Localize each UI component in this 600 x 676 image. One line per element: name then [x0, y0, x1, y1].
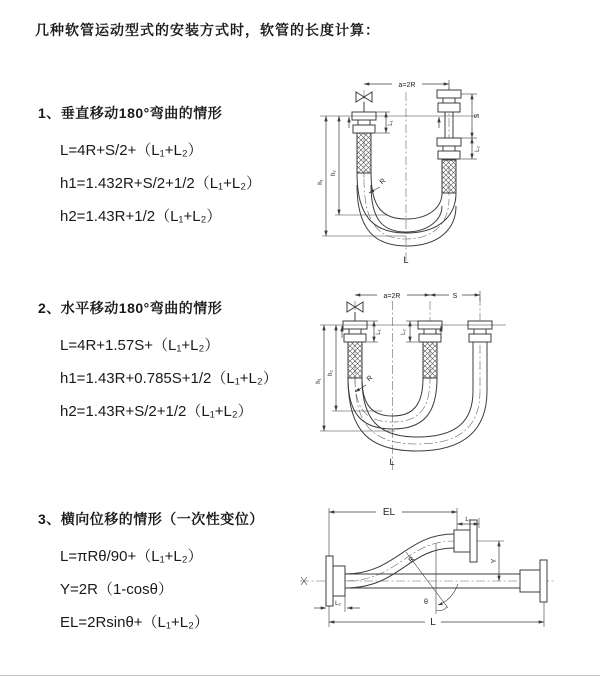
formula-line: h1=1.432R+S/2+1/2（L₁+L₂） [60, 175, 262, 192]
dim-el: EL [382, 507, 396, 518]
dim-s: S [474, 113, 481, 119]
dim-theta: θ [424, 599, 428, 606]
formula-line: EL=2Rsinθ+（L₁+L₂） [60, 614, 209, 631]
formula-line: L=4R+1.57S+（L₁+L₂） [60, 337, 220, 354]
section-heading: 2、水平移动180°弯曲的情形 [38, 300, 223, 316]
dim-l1: L₁ [465, 517, 471, 523]
lower-right-flange [520, 560, 547, 602]
dim-l: L [403, 255, 409, 265]
dim-l: L [389, 457, 395, 467]
dim-r: R [378, 177, 388, 187]
formula-line: h2=1.43R+S/2+1/2（L₁+L₂） [60, 403, 253, 420]
centerlines [364, 86, 449, 262]
dim-l1: L₁ [376, 329, 382, 335]
dim-r: R [407, 555, 417, 565]
dimension-lines [314, 506, 544, 627]
formula-line: L=πRθ/90+（L₁+L₂） [60, 548, 203, 565]
section-heading: 1、垂直移动180°弯曲的情形 [38, 105, 223, 121]
hose-u-bend [357, 173, 456, 246]
dim-h2: h₂ [331, 170, 337, 176]
formula-line: h2=1.43R+1/2（L₁+L₂） [60, 208, 222, 225]
left-pipe-fitting [343, 321, 367, 378]
dim-l2: L₂ [401, 329, 407, 335]
hose-s-curve [345, 534, 454, 588]
dim-h1: h₁ [318, 179, 324, 185]
dim-h1: h₁ [316, 378, 322, 384]
dim-l: L [430, 617, 436, 628]
hose-u-bends [348, 342, 487, 451]
upper-right-flange [454, 520, 477, 562]
left-flange [326, 556, 345, 606]
formula-line: L=4R+S/2+（L₁+L₂） [60, 142, 203, 159]
formula-line: h1=1.43R+0.785S+1/2（L₁+L₂） [60, 370, 278, 387]
dim-y: Y [491, 558, 498, 564]
dim-a2r: a=2R [398, 82, 416, 89]
page-title: 几种软管运动型式的安装方式时，软管的长度计算： [35, 22, 380, 38]
dimension-labels [316, 293, 458, 467]
right-pipe-fitting [468, 321, 492, 342]
section-horizontal-180 [38, 298, 313, 428]
middle-pipe-fitting [418, 321, 442, 378]
left-pipe-fitting [352, 112, 376, 173]
dim-l2: L₂ [475, 146, 481, 152]
formula-line: Y=2R（1-cosθ） [60, 581, 173, 598]
section-vertical-180 [38, 103, 313, 233]
diagram-horizontal-180-bend [310, 281, 588, 477]
section-lateral-displacement [38, 509, 313, 639]
dim-a2r: a=2R [383, 293, 401, 300]
dim-r: R [365, 374, 375, 384]
section-heading: 3、横向位移的情形（一次性变位） [38, 511, 264, 527]
diagram-lateral-displacement [296, 500, 600, 656]
dim-s: S [452, 293, 458, 300]
right-pipe-fitting [437, 90, 461, 193]
dim-h2: h₂ [328, 370, 334, 376]
diagram-vertical-180-bend [306, 70, 598, 270]
dim-l2: L₂ [335, 601, 341, 607]
construction-lines [406, 544, 458, 614]
dim-l1: L₁ [388, 120, 394, 126]
